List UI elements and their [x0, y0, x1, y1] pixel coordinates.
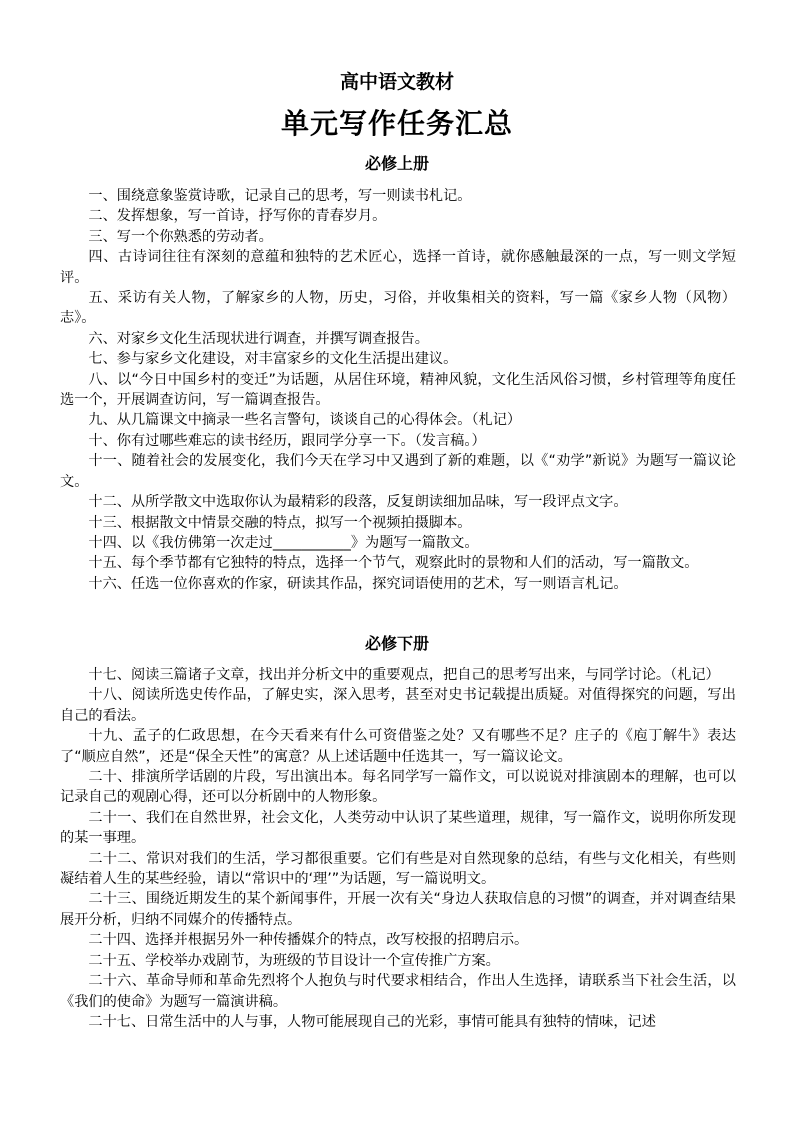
- task-item: 十八、阅读所选史传作品，了解史实，深入思考，甚至对史书记载提出质疑。对值得探究的问题，写出自己的看法。: [60, 687, 736, 724]
- task-item: 二十五、学校举办戏剧节，为班级的节目设计一个宣传推广方案。: [88, 952, 500, 969]
- task-item: 二十三、围绕近期发生的某个新闻事件，开展一次有关“身边人获取信息的习惯”的调查，并对调查结果展开分析，归纳不同媒介的传播特点。: [60, 891, 736, 928]
- task-item: 二十四、选择并根据另外一种传播媒介的特点，改写校报的招聘启示。: [88, 932, 529, 949]
- task-item: 三、写一个你熟悉的劳动者。: [88, 228, 273, 245]
- document-title: 单元写作任务汇总: [280, 107, 513, 140]
- document-subtitle: 高中语文教材: [339, 71, 454, 93]
- task-item: 二、发挥想象，写一首诗，抒写你的青春岁月。: [88, 208, 387, 225]
- task-item: 九、从几篇课文中摘录一些名言警句，谈谈自己的心得体会。（札记）: [88, 412, 522, 429]
- task-item: 二十一、我们在自然世界，社会文化，人类劳动中认识了某些道理，规律，写一篇作文，说明你所发现的某一事理。: [60, 809, 736, 847]
- task-item: 四、古诗词往往有深刻的意蕴和独特的艺术匠心，选择一首诗，就你感触最深的一点，写一则文学短评。: [60, 249, 736, 286]
- task-item: 十七、阅读三篇诸子文章，找出并分析文中的重要观点，把自己的思考写出来，与同学讨论。（札记）: [88, 667, 720, 683]
- task-item: 十四、以《我仿佛第一次走过___________》为题写一篇散文。: [88, 534, 479, 551]
- section-upper-list: [60, 186, 736, 594]
- task-item: 六、对家乡文化生活现状进行调查，并撰写调查报告。: [88, 330, 429, 347]
- task-item: 十三、根据散文中情景交融的特点，拟写一个视频拍摄脚本。: [88, 514, 472, 531]
- task-item: 一、围绕意象鉴赏诗歌，记录自己的思考，写一则读书札记。: [88, 188, 472, 204]
- task-item: 七、参与家乡文化建设，对丰富家乡的文化生活提出建议。: [88, 351, 458, 368]
- task-item: 十九、孟子的仁政思想，在今天看来有什么可资借鉴之处？又有哪些不足？庄子的《庖丁解牛》表达了“顺应自然”，还是“保全天性”的寓意？从上述话题中任选其一，写一篇议论文。: [60, 728, 736, 765]
- task-item: 十一、随着社会的发展变化，我们今天在学习中又遇到了新的难题，以《“劝学”新说》为题写一篇议论文。: [60, 453, 736, 490]
- task-item: 二十二、常识对我们的生活，学习都很重要。它们有些是对自然现象的总结，有些与文化相关，有些则凝结着人生的某些经验，请以“常识中的‘理’”为话题，写一篇说明文。: [60, 850, 736, 888]
- task-item: 二十六、革命导师和革命先烈将个人抱负与时代要求相结合，作出人生选择，请联系当下社会生活，以《我们的使命》为题写一篇演讲稿。: [60, 973, 736, 1010]
- section-heading-lower: 必修下册: [364, 634, 429, 653]
- task-item: 十二、从所学散文中选取你认为最精彩的段落，反复朗读细加品味，写一段评点文字。: [88, 494, 628, 511]
- task-item: 二十七、日常生活中的人与事，人物可能展现自己的光彩，事情可能具有独特的情味，记述: [88, 1013, 656, 1030]
- task-item: 二十、排演所学话剧的片段，写出演出本。每名同学写一篇作文，可以说说对排演剧本的理解，也可以记录自己的观剧心得，还可以分析剧中的人物形象。: [60, 769, 736, 806]
- task-item: 八、以“今日中国乡村的变迁”为话题，从居住环境，精神风貌，文化生活风俗习惯，乡村管理等角度任选一个，开展调查访问，写一篇调查报告。: [60, 371, 736, 409]
- section-lower-list: [60, 665, 736, 1032]
- task-item: 十六、任选一位你喜欢的作家，研读其作品，探究词语使用的艺术，写一则语言札记。: [88, 575, 628, 592]
- section-heading-upper: 必修上册: [364, 154, 429, 173]
- task-item: 十五、每个季节都有它独特的特点，选择一个节气，观察此时的景物和人们的活动，写一篇散文。: [88, 555, 699, 572]
- task-item: 五、采访有关人物，了解家乡的人物，历史，习俗，并收集相关的资料，写一篇《家乡人物（风物）志》。: [60, 290, 736, 327]
- task-item: 十、你有过哪些难忘的读书经历，跟同学分享一下。（发言稿。）: [88, 432, 486, 449]
